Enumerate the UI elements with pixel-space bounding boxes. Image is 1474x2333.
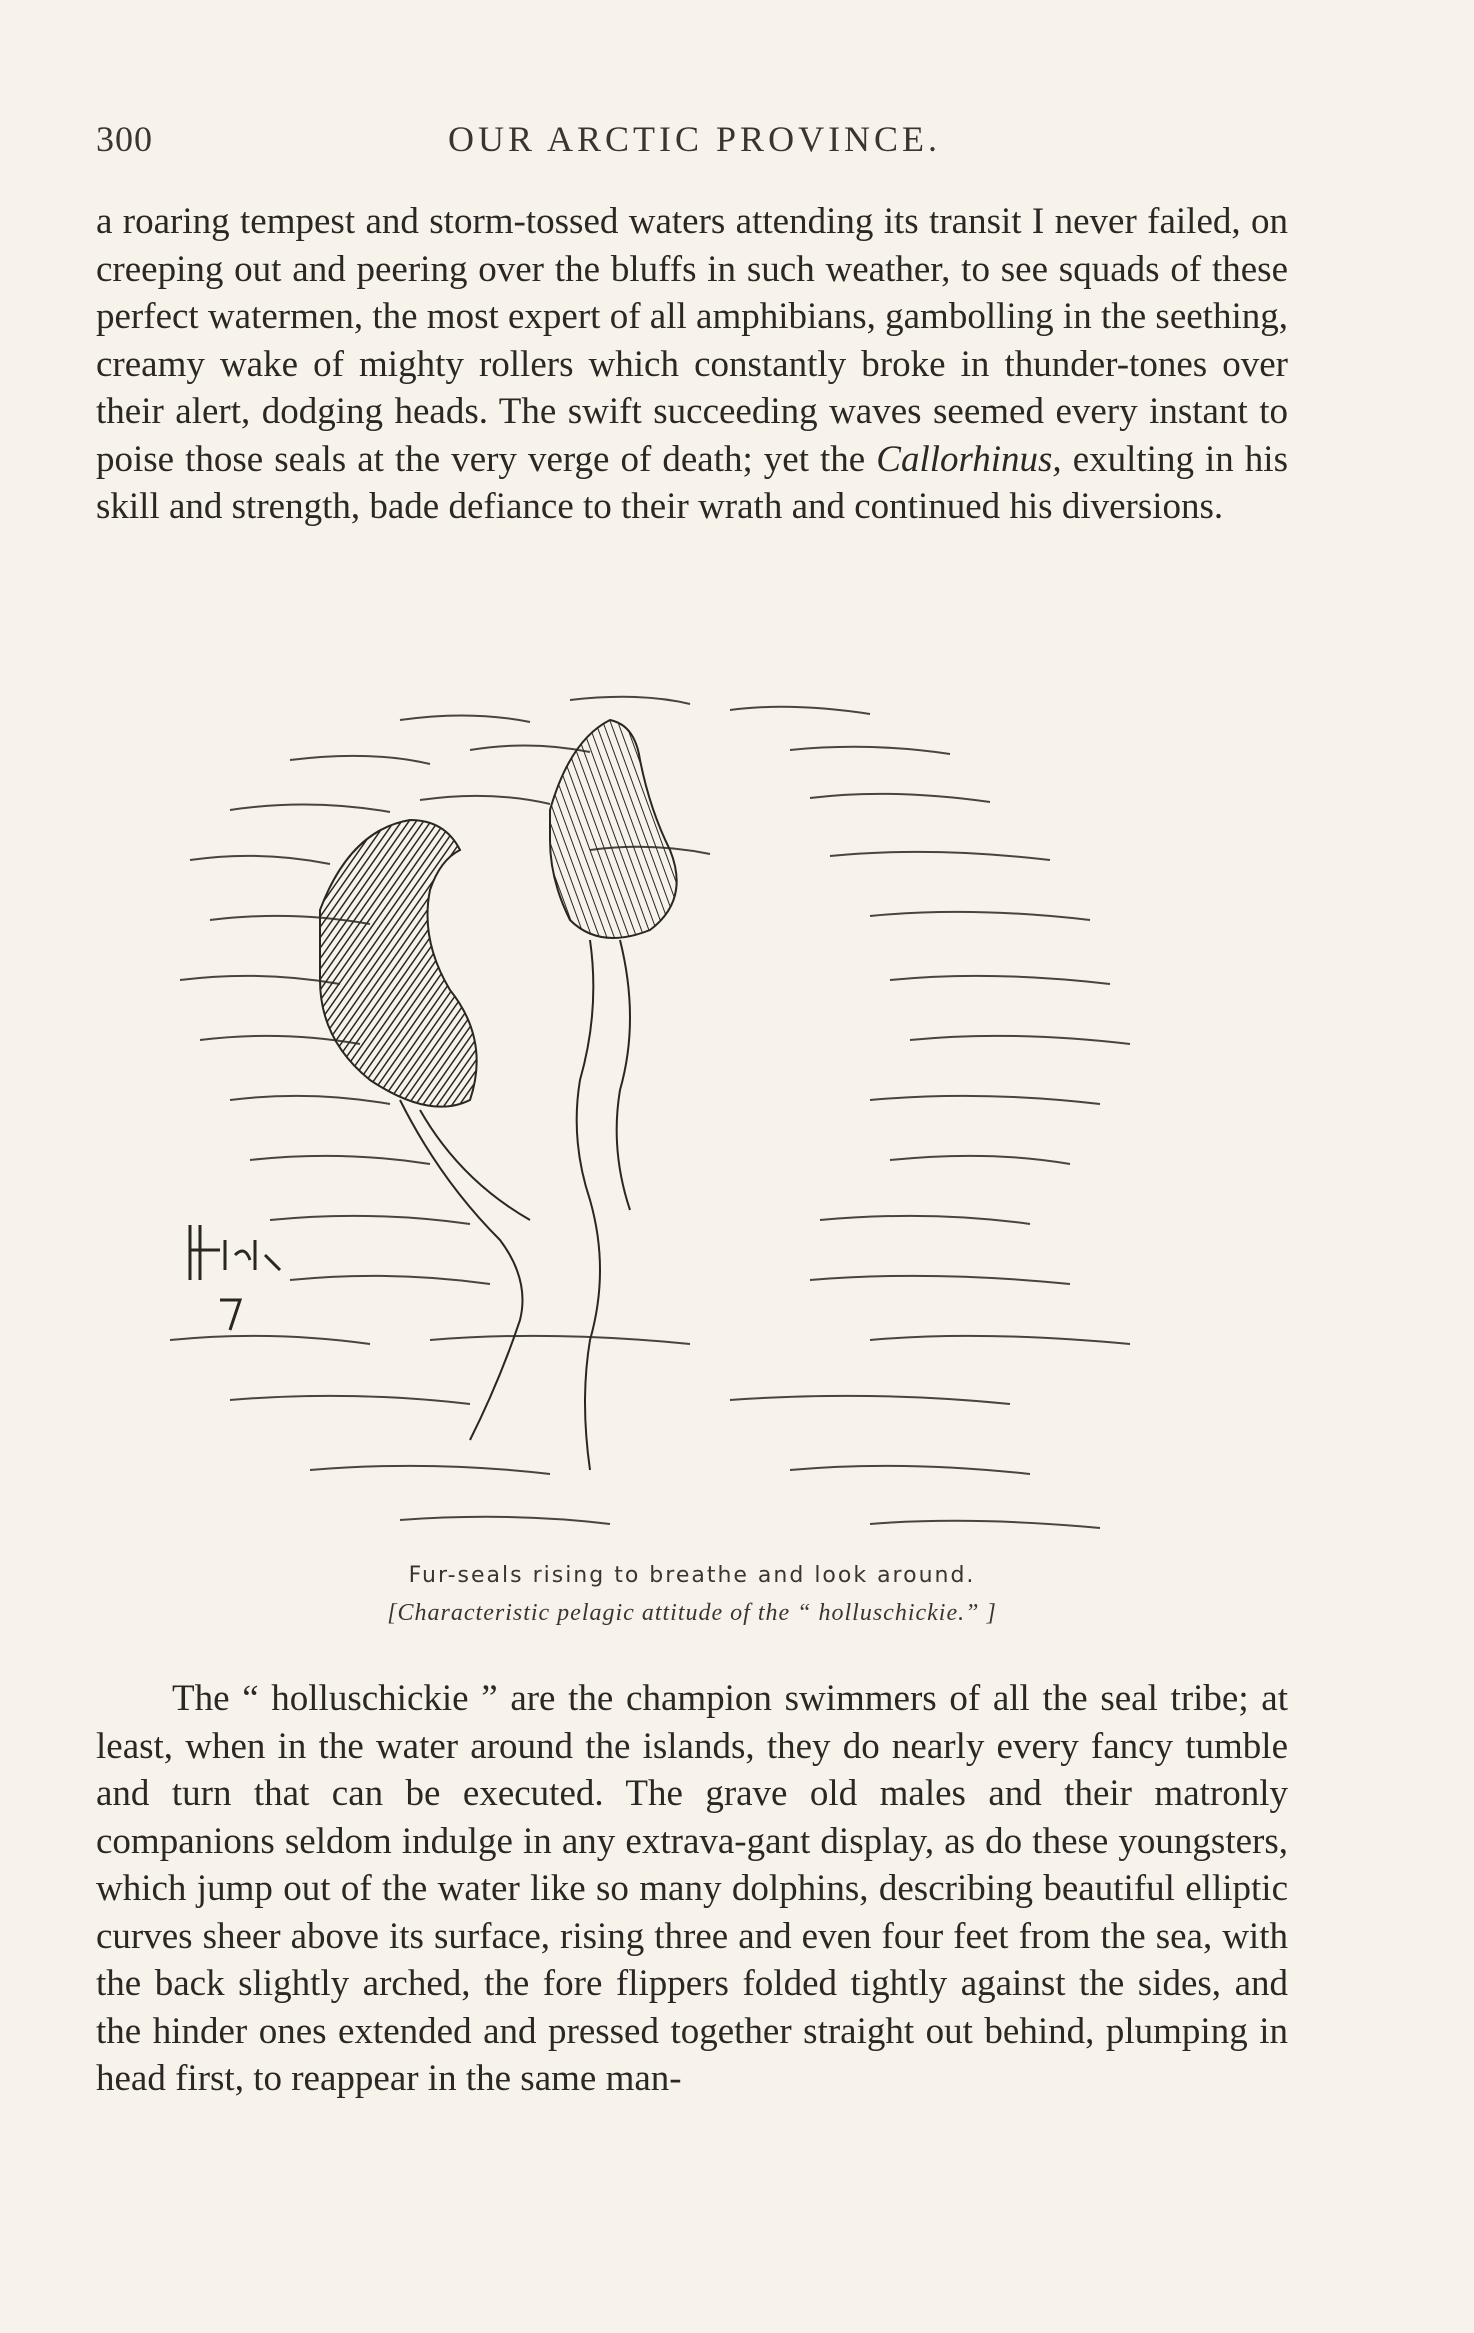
- fur-seals-illustration: [170, 680, 1190, 1560]
- seal-right: [550, 720, 677, 1470]
- page-header: [96, 118, 1288, 178]
- figure-subcaption: [Characteristic pelagic attitude of the “ holluschickie.” ]: [387, 1600, 997, 1626]
- paragraph-1: [96, 198, 1288, 531]
- page-number: 300: [96, 119, 153, 159]
- paragraph-1-text-a: a roaring tempest and storm-tossed waters attending its transit I never failed, on creeping out and peering over the bluffs in such weather, to see squads of these perfect watermen, the most expert of all amphibians, gambolling in the seething, creamy wake of mighty rollers which constantly broke in thunder-tones over their alert, dodging heads. The swift succeeding waves seemed every instant to poise those seals at the very verge of death; yet the: [96, 201, 1288, 480]
- seal-left: [320, 820, 530, 1440]
- paragraph-2: The “ holluschickie ” are the champion swimmers of all the seal tribe; at least, when in the water around the islands, they do nearly every fancy tumble and turn that can be executed. The grave old males and their matronly companions seldom indulge in any extrava-gant display, as do these youngsters, which jump out of the water like so many dolphins, describing beautiful elliptic curves sheer above its surface, rising three and even four feet from the sea, with the back slightly arched, the fore flippers folded tightly against the sides, and the hinder ones extended and pressed together straight out behind, plumping in head first, to reappear in the same man-: [96, 1678, 1288, 2099]
- artist-monogram: [190, 1225, 280, 1330]
- paragraph-1-italic: Callorhinus,: [876, 438, 1062, 480]
- paragraph-1-text-b: exulting in his skill and strength, bade defiance to their wrath and continued his diversions.: [96, 438, 1288, 527]
- running-head: OUR ARCTIC PROVINCE.: [448, 119, 942, 159]
- figure-caption: Fur-seals rising to breathe and look around.: [408, 1563, 976, 1588]
